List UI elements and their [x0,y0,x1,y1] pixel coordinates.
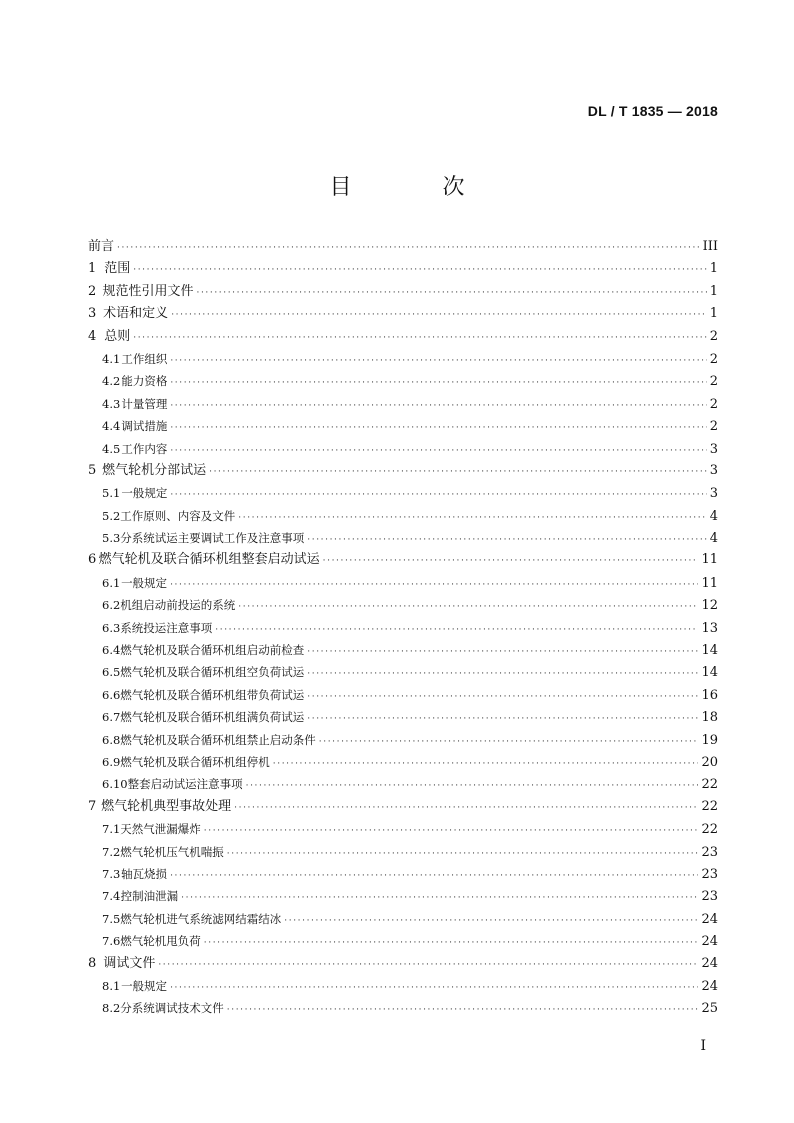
toc-entry-label: 能力资格 [121,374,168,389]
toc-entry-page: 16 [701,687,718,703]
toc-entry-number: 4.2 [102,374,121,389]
toc-entry-number: 7.3 [102,866,121,881]
toc-entry[interactable] [88,326,718,348]
toc-entry[interactable] [88,684,718,706]
toc-entry-number: 6.3 [102,620,121,635]
toc-entry-page: 14 [701,665,718,681]
toc-entry[interactable] [88,236,718,258]
toc-entry-number: 7 [88,798,97,814]
toc-entry-page: 24 [701,955,718,971]
toc-entry-number: 7.2 [102,844,121,859]
toc-entry[interactable] [88,572,718,594]
toc-entry[interactable] [88,460,718,482]
toc-entry-number: 3 [88,306,97,322]
toc-entry-label: 一般规定 [121,978,168,993]
toc-entry[interactable] [88,594,718,616]
toc-leader-dots [209,461,707,483]
toc-entry-label: 整套启动试运注意事项 [127,777,243,792]
toc-entry-number: 6.7 [102,710,121,725]
toc-entry[interactable] [88,751,718,773]
toc-entry-label: 燃气轮机甩负荷 [120,934,201,949]
toc-entry[interactable] [88,930,718,952]
toc-entry-label: 轴瓦烧损 [121,866,168,881]
toc-leader-dots [227,843,699,865]
toc-entry-page: 2 [709,396,718,412]
toc-entry-page: 22 [701,798,718,814]
toc-entry-label: 燃气轮机及联合循环机组满负荷试运 [120,710,305,725]
toc-entry-number: 6.2 [102,598,121,613]
toc-entry[interactable] [88,370,718,392]
toc-entry-label: 工作组织 [121,351,168,366]
toc-entry[interactable] [88,415,718,437]
toc-entry-label: 总则 [104,328,131,344]
toc-leader-dots [170,417,706,439]
toc-entry-label: 调试文件 [103,955,156,971]
toc-entry-page: 11 [701,552,718,568]
toc-entry-number: 5.3 [102,531,121,546]
toc-entry[interactable] [88,303,718,325]
toc-entry[interactable] [88,348,718,370]
toc-entry-number: 8 [88,955,97,971]
toc-leader-dots [234,797,698,819]
toc-leader-dots [307,641,698,663]
toc-entry-number: 6 [88,552,97,568]
toc-leader-dots [170,395,706,417]
toc-entry-page: 2 [709,351,718,367]
page-number: I [700,1038,706,1054]
toc-entry-page: 14 [701,643,718,659]
toc-entry-number: 4.1 [102,351,121,366]
toc-entry[interactable] [88,863,718,885]
toc-entry-number: 8.2 [102,1001,121,1016]
toc-entry-label: 术语和定义 [103,306,169,322]
toc-entry-page: 4 [709,531,718,547]
toc-entry-number: 1 [88,261,97,277]
toc-leader-dots [170,372,706,394]
toc-entry-label: 一般规定 [121,486,168,501]
toc-entry-number: 5.1 [102,486,121,501]
toc-leader-dots [246,775,699,797]
toc-entry-number: 8.1 [102,978,121,993]
toc-entry-number: 6.1 [102,575,121,590]
toc-entry-number: 7.1 [102,822,121,837]
toc-entry-label: 计量管理 [121,396,168,411]
toc-entry[interactable] [88,281,718,303]
toc-entry-page: 20 [701,754,718,770]
toc-entry[interactable] [88,482,718,504]
toc-leader-dots [117,237,700,259]
toc-entry-number: 4 [88,328,97,344]
toc-entry-page: 22 [701,822,718,838]
toc-entry-label: 燃气轮机及联合循环机组禁止启动条件 [120,732,316,747]
toc-entry-label: 规范性引用文件 [102,283,194,299]
toc-leader-dots [307,529,706,551]
toc-entry-number: 7.5 [102,911,121,926]
toc-entry-label: 天然气泄漏爆炸 [120,822,201,837]
toc-entry-label: 调试措施 [121,419,168,434]
toc-leader-dots [171,304,707,326]
toc-entry-number: 4.5 [102,441,121,456]
toc-entry-number: 5 [88,462,97,478]
toc-entry[interactable] [88,706,718,728]
toc-entry-page: 24 [701,911,718,927]
toc-entry[interactable] [88,661,718,683]
toc-leader-dots [133,259,706,281]
toc-entry-number: 5.2 [102,508,121,523]
toc-entry[interactable] [88,773,718,795]
toc-entry-label: 分系统调试技术文件 [120,1001,224,1016]
toc-leader-dots [238,507,706,529]
toc-entry-label: 前言 [88,239,115,254]
toc-entry-label: 燃气轮机及联合循环机组空负荷试运 [120,665,305,680]
toc-entry-label: 燃气轮机分部试运 [102,462,207,478]
toc-leader-dots [181,887,698,909]
table-of-contents [88,236,718,1020]
toc-leader-dots [170,350,706,372]
toc-entry-label: 燃气轮机压气机喘振 [120,844,224,859]
toc-leader-dots [170,440,706,462]
toc-leader-dots [238,596,698,618]
toc-entry[interactable] [88,527,718,549]
toc-entry-page: 2 [709,328,718,344]
toc-entry-page: 1 [709,261,718,277]
toc-entry[interactable] [88,617,718,639]
toc-entry-page: 23 [701,866,718,882]
toc-leader-dots [215,619,698,641]
toc-entry[interactable] [88,997,718,1019]
toc-leader-dots [307,686,698,708]
toc-entry-page: 1 [709,283,718,299]
toc-entry-label: 燃气轮机及联合循环机组整套启动试运 [98,552,320,568]
toc-entry-page: 1 [709,306,718,322]
toc-entry-label: 控制油泄漏 [120,889,179,904]
toc-entry[interactable] [88,975,718,997]
toc-entry-page: 2 [709,374,718,390]
toc-entry-label: 燃气轮机典型事故处理 [101,798,232,814]
toc-leader-dots [170,865,698,887]
standard-code: DL / T 1835 — 2018 [587,103,718,119]
toc-entry-label: 燃气轮机进气系统滤网结霜结冰 [120,911,282,926]
page-title: 目 次 [329,175,507,200]
toc-entry[interactable] [88,841,718,863]
toc-leader-dots [227,999,699,1021]
toc-entry-label: 工作原则、内容及文件 [120,508,236,523]
toc-entry-number: 6.9 [102,754,121,769]
toc-leader-dots [158,954,698,976]
toc-entry[interactable] [88,818,718,840]
toc-entry[interactable] [88,549,718,571]
toc-leader-dots [273,753,699,775]
toc-entry[interactable] [88,796,718,818]
toc-entry[interactable] [88,639,718,661]
toc-entry-page: 3 [709,462,718,478]
toc-entry-number: 6.10 [102,777,128,792]
toc-entry-page: 18 [701,710,718,726]
toc-entry-number: 4.3 [102,396,121,411]
toc-entry-page: 13 [701,620,718,636]
toc-entry-label: 燃气轮机及联合循环机组带负荷试运 [120,687,305,702]
toc-entry-number: 6.4 [102,643,121,658]
toc-entry-label: 机组启动前投运的系统 [120,598,236,613]
toc-entry-page: III [702,239,718,254]
toc-leader-dots [170,977,698,999]
toc-entry-page: 4 [709,508,718,524]
toc-leader-dots [323,550,699,572]
toc-leader-dots [170,484,706,506]
toc-entry-page: 11 [701,575,718,591]
toc-entry-page: 19 [701,732,718,748]
toc-entry-label: 工作内容 [121,441,168,456]
toc-entry-page: 25 [701,1001,718,1017]
toc-leader-dots [133,327,706,349]
toc-entry-number: 4.4 [102,419,121,434]
toc-entry[interactable] [88,729,718,751]
toc-entry-label: 燃气轮机及联合循环机组停机 [120,754,270,769]
toc-entry-page: 2 [709,419,718,435]
toc-entry-label: 分系统试运主要调试工作及注意事项 [120,531,305,546]
toc-leader-dots [196,282,706,304]
toc-entry-label: 一般规定 [121,575,168,590]
toc-entry[interactable] [88,953,718,975]
toc-entry-page: 24 [701,978,718,994]
toc-entry-number: 6.6 [102,687,121,702]
toc-leader-dots [204,820,699,842]
toc-entry-page: 24 [701,934,718,950]
toc-entry[interactable] [88,258,718,280]
toc-leader-dots [284,910,698,932]
toc-leader-dots [170,574,698,596]
toc-entry-number: 7.6 [102,934,121,949]
toc-entry-page: 3 [709,486,718,502]
toc-entry-page: 3 [709,441,718,457]
toc-entry[interactable] [88,885,718,907]
toc-entry-page: 22 [701,777,718,793]
toc-leader-dots [307,708,698,730]
toc-entry[interactable] [88,438,718,460]
toc-entry-number: 7.4 [102,889,121,904]
toc-entry-label: 范围 [104,261,131,277]
toc-leader-dots [204,932,699,954]
toc-entry-number: 6.8 [102,732,121,747]
toc-entry-page: 23 [701,889,718,905]
toc-entry-number: 6.5 [102,665,121,680]
toc-entry[interactable] [88,505,718,527]
toc-leader-dots [307,663,698,685]
toc-entry-page: 12 [701,598,718,614]
toc-entry-page: 23 [701,844,718,860]
toc-leader-dots [319,731,699,753]
toc-entry-label: 系统投运注意事项 [120,620,213,635]
toc-entry-number: 2 [88,283,97,299]
toc-entry-label: 燃气轮机及联合循环机组启动前检查 [120,643,305,658]
toc-entry[interactable] [88,908,718,930]
toc-entry[interactable] [88,393,718,415]
